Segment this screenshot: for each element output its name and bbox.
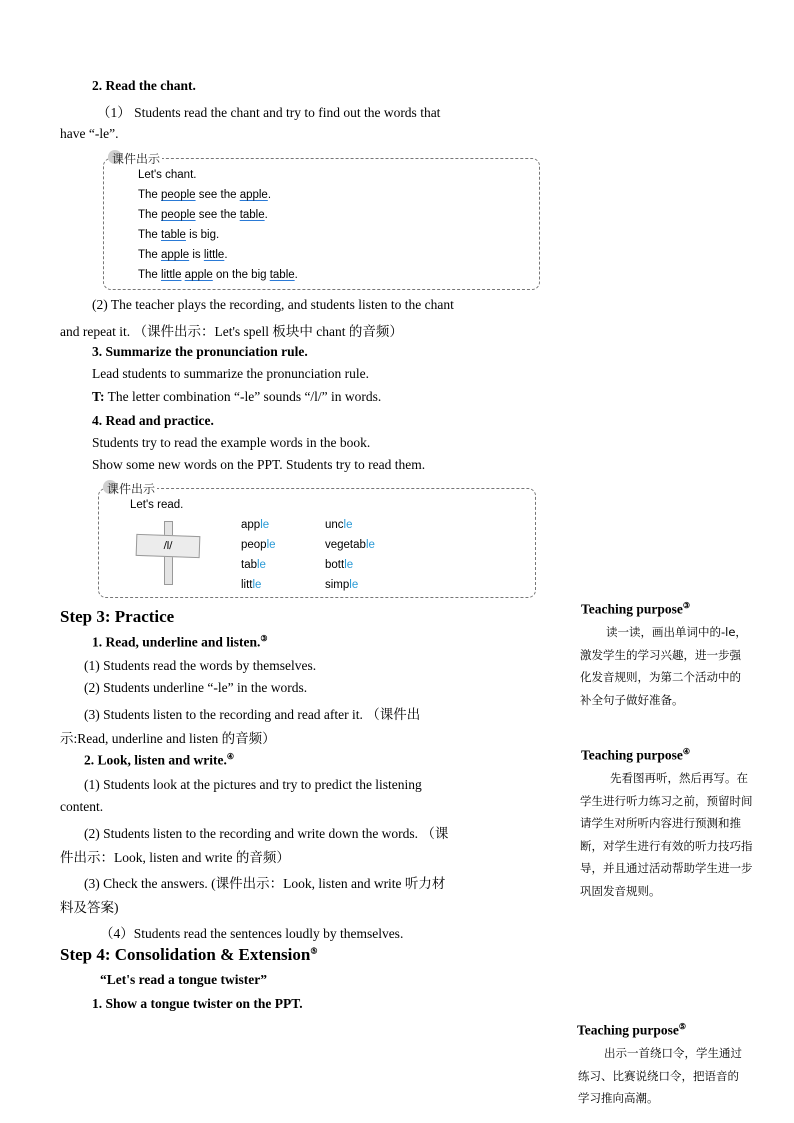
- word-item: simple: [325, 579, 359, 591]
- rule-text: The letter combination “-le” sounds “/l/” in words.: [104, 389, 382, 404]
- box-label: 课件出示: [105, 480, 157, 497]
- read-title: Let's read.: [130, 499, 184, 511]
- section-2-para1-line1: （1） Students read the chant and try to find out the words that: [97, 105, 441, 120]
- step-3-line: (3) Check the answers. (课件出示：Look, listen and write 听力材: [84, 876, 446, 891]
- section-3-line2: [92, 389, 381, 405]
- section-2-heading: 2. Read the chant.: [92, 78, 196, 93]
- word-item: vegetable: [325, 539, 375, 551]
- step-3-sub1: 1. Read, underline and listen.③: [92, 634, 268, 650]
- chant-line: The table is big.: [138, 229, 220, 241]
- word-item: little: [241, 579, 262, 591]
- teaching-purpose-4-text: 先看图再听，然后再写。在学生进行听力练习之前，预留时间请学生对所听内容进行预测和推断，对学生进行有效的听力技巧指导，并且通过活动帮助学生进一步巩固发音规则。: [580, 771, 753, 898]
- step-3-line: (3) Students listen to the recording and read after it. （课件出: [84, 707, 421, 722]
- step-3-line: (2) Students underline “-le” in the words.: [84, 680, 308, 695]
- box-label: 课件出示: [110, 150, 162, 167]
- section-4-line1: Students try to read the example words in the book.: [92, 435, 371, 450]
- step-3-line: (2) Students listen to the recording and write down the words. （课: [84, 826, 449, 841]
- step-3-line: (1) Students look at the pictures and try to predict the listening: [84, 777, 422, 792]
- step-3-line: （4）Students read the sentences loudly by themselves.: [100, 926, 404, 941]
- teaching-purpose-5-text: 出示一首绕口令，学生通过练习、比赛说绕口令，把语音的学习推向高潮。: [578, 1046, 742, 1105]
- word-item: people: [241, 539, 276, 551]
- sign-board: [136, 534, 201, 558]
- teaching-purpose-3-title: Teaching purpose③: [581, 601, 691, 617]
- word-item: table: [241, 559, 266, 571]
- step-4-sub1: 1. Show a tongue twister on the PPT.: [92, 996, 303, 1011]
- chant-line: The little apple on the big table.: [138, 269, 298, 281]
- word-item: bottle: [325, 559, 354, 571]
- word-item: apple: [241, 519, 270, 531]
- read-box: [98, 482, 536, 598]
- teaching-purpose-5-title: Teaching purpose⑤: [577, 1022, 687, 1038]
- chant-title: Let's chant.: [138, 169, 197, 181]
- teacher-label: T:: [92, 389, 105, 404]
- section-2-para2-line2: and repeat it. （课件出示：Let's spell 板块中 chant 的音频）: [60, 324, 403, 339]
- chant-line: The people see the table.: [138, 209, 268, 221]
- chant-line: The apple is little.: [138, 249, 228, 261]
- step-4-quote: “Let's read a tongue twister”: [100, 972, 267, 987]
- step-3-line: 示:Read, underline and listen 的音频）: [60, 731, 276, 746]
- word-item: uncle: [325, 519, 353, 531]
- chant-line: The people see the apple.: [138, 189, 272, 201]
- section-3-line1: Lead students to summarize the pronunciation rule.: [92, 366, 370, 381]
- step-3-line: content.: [60, 799, 104, 814]
- step-3-line: 件出示：Look, listen and write 的音频）: [60, 850, 290, 865]
- step-3-line: 料及答案): [60, 900, 119, 915]
- section-2-para2-line1: (2) The teacher plays the recording, and students listen to the chant: [92, 297, 454, 312]
- section-2-para1-line2: have “-le”.: [60, 126, 119, 141]
- step-3-heading: Step 3: Practice: [60, 607, 175, 626]
- teaching-purpose-3-text: 读一读，画出单词中的-le，激发学生的学习兴趣，进一步强化发音规则，为第二个活动中的补全句子做好准备。: [580, 625, 747, 707]
- step-4-heading: Step 4: Consolidation & Extension⑤: [60, 945, 318, 964]
- teaching-purpose-4-title: Teaching purpose④: [581, 747, 691, 763]
- section-3-heading: 3. Summarize the pronunciation rule.: [92, 344, 308, 359]
- section-4-heading: 4. Read and practice.: [92, 413, 214, 428]
- chant-box: [103, 152, 540, 290]
- sign-text: /l/: [163, 539, 173, 553]
- section-4-line2: Show some new words on the PPT. Students try to read them.: [92, 457, 426, 472]
- step-3-sub2: 2. Look, listen and write.④: [84, 752, 235, 768]
- step-3-line: (1) Students read the words by themselves.: [84, 658, 317, 673]
